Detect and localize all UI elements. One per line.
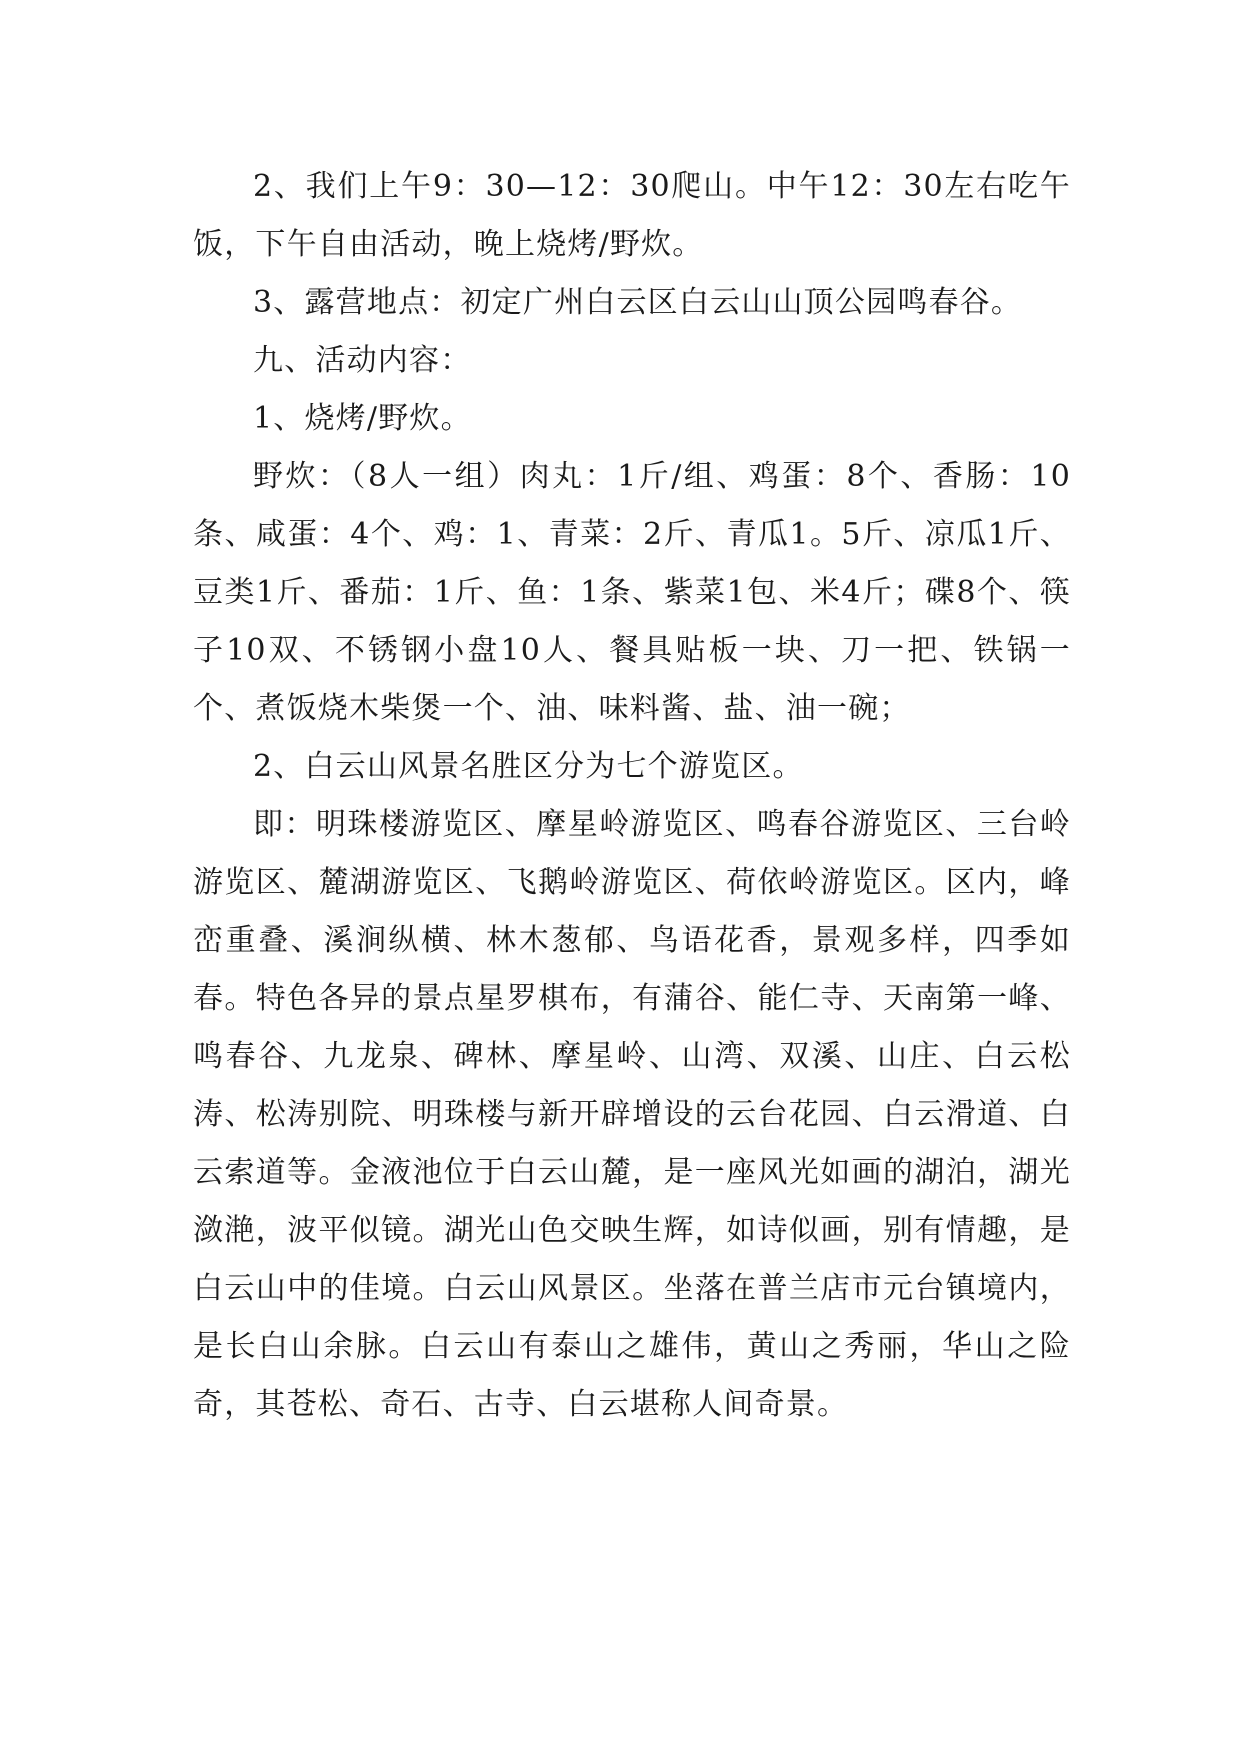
paragraph-supply-list: 野炊：（8人一组）肉丸：1斤/组、鸡蛋：8个、香肠：10条、咸蛋：4个、鸡：1、青菜：2斤、青瓜1。5斤、凉瓜1斤、豆类1斤、番茄：1斤、鱼：1条、紫菜1包、米4斤；碟8个、筷子10双、不锈钢小盘10人、餐具贴板一块、刀一把、铁锅一个、煮饭烧木柴煲一个、油、味料酱、盐、油一碗；	[193, 459, 1071, 726]
document-body	[193, 158, 1071, 1434]
paragraph-bbq-heading: 1、烧烤/野炊。	[253, 401, 472, 436]
paragraph-schedule: 2、我们上午9：30—12：30爬山。中午12：30左右吃午饭，下午自由活动，晚上烧烤/野炊。	[193, 169, 1071, 262]
paragraph-scenic-description: 即：明珠楼游览区、摩星岭游览区、鸣春谷游览区、三台岭游览区、麓湖游览区、飞鹅岭游览区、荷依岭游览区。区内，峰峦重叠、溪涧纵横、林木葱郁、鸟语花香，景观多样，四季如春。特色各异的景点星罗棋布，有蒲谷、能仁寺、天南第一峰、鸣春谷、九龙泉、碑林、摩星岭、山湾、双溪、山庄、白云松涛、松涛别院、明珠楼与新开辟增设的云台花园、白云滑道、白云索道等。金液池位于白云山麓，是一座风光如画的湖泊，湖光潋滟，波平似镜。湖光山色交映生辉，如诗似画，别有情趣，是白云山中的佳境。白云山风景区。坐落在普兰店市元台镇境内，是长白山余脉。白云山有泰山之雄伟，黄山之秀丽，华山之险奇，其苍松、奇石、古寺、白云堪称人间奇景。	[193, 807, 1071, 1422]
paragraph-scenic-areas-heading: 2、白云山风景名胜区分为七个游览区。	[253, 749, 804, 784]
paragraph-camp-location: 3、露营地点：初定广州白云区白云山山顶公园鸣春谷。	[253, 285, 1023, 320]
section-heading-activities: 九、活动内容：	[253, 343, 472, 378]
